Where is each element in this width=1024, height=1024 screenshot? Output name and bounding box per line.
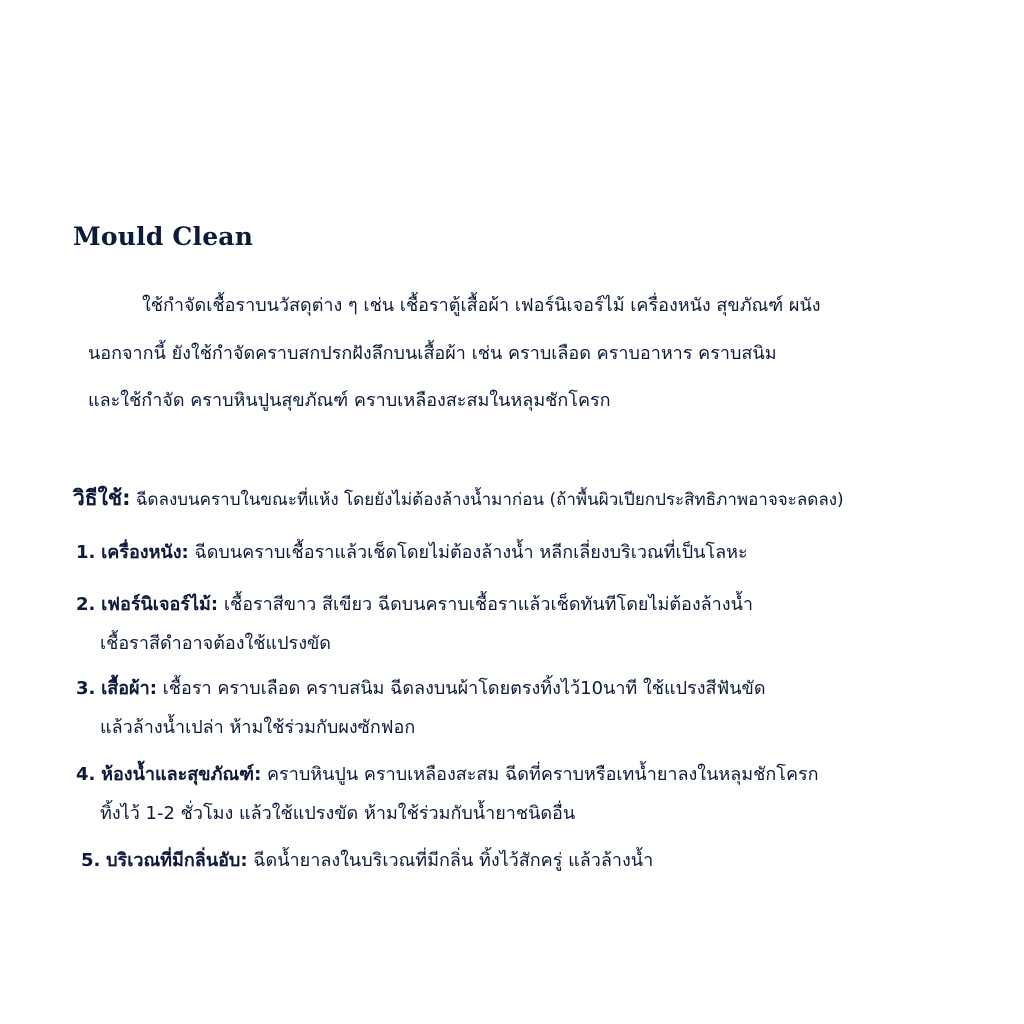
step-text-continued: เชื้อราสีดำอาจต้องใช้แปรงขัด: [100, 633, 331, 654]
usage-instructions: [73, 482, 844, 515]
product-title: Mould Clean: [73, 222, 254, 251]
step-number: 4.: [76, 764, 96, 785]
intro-line-2: นอกจากนี้ ยังใช้กำจัดคราบสกปรกฝังลึกบนเสื้อผ้า เช่น คราบเลือด คราบอาหาร คราบสนิม: [88, 343, 777, 364]
step-label: บริเวณที่มีกลิ่นอับ:: [106, 850, 248, 871]
step-text: เชื้อรา คราบเลือด คราบสนิม ฉีดลงบนผ้าโดยตรงทิ้งไว้10นาที ใช้แปรงสีฟันขัด: [162, 678, 766, 699]
step-number: 3.: [76, 678, 96, 699]
intro-line-3: และใช้กำจัด คราบหินปูนสุขภัณฑ์ คราบเหลืองสะสมในหลุมชักโครก: [88, 390, 611, 411]
step-number: 1.: [76, 542, 96, 563]
step-label: เครื่องหนัง:: [101, 542, 189, 563]
step-text: เชื้อราสีขาว สีเขียว ฉีดบนคราบเชื้อราแล้วเช็ดทันทีโดยไม่ต้องล้างน้ำ: [223, 594, 753, 615]
step-number: 2.: [76, 594, 96, 615]
step-text: ฉีดน้ำยาลงในบริเวณที่มีกลิ่น ทิ้งไว้สักครู่ แล้วล้างน้ำ: [253, 850, 654, 871]
step-text: ฉีดบนคราบเชื้อราแล้วเช็ดโดยไม่ต้องล้างน้ำ หลีกเลี่ยงบริเวณที่เป็นโลหะ: [194, 542, 748, 563]
step-item-3: [76, 673, 766, 741]
step-item-1: [76, 537, 748, 566]
step-number: 5.: [81, 850, 101, 871]
step-text: คราบหินปูน คราบเหลืองสะสม ฉีดที่คราบหรือเทน้ำยาลงในหลุมชักโครก: [267, 764, 819, 785]
step-label: ห้องน้ำและสุขภัณฑ์:: [101, 764, 262, 785]
step-text-continued: ทิ้งไว้ 1-2 ชั่วโมง แล้วใช้แปรงขัด ห้ามใช้ร่วมกับน้ำยาชนิดอื่น: [100, 803, 576, 824]
step-text-continued: แล้วล้างน้ำเปล่า ห้ามใช้ร่วมกับผงซักฟอก: [100, 717, 416, 738]
step-item-4: [76, 759, 819, 827]
usage-label: วิธีใช้:: [73, 486, 131, 510]
intro-line-1: ใช้กำจัดเชื้อราบนวัสดุต่าง ๆ เช่น เชื้อราตู้เสื้อผ้า เฟอร์นิเจอร์ไม้ เครื่องหนัง สุขภัณฑ์ ผนัง: [142, 295, 821, 316]
step-item-5: [81, 845, 653, 874]
step-label: เสื้อผ้า:: [101, 678, 157, 699]
step-label: เฟอร์นิเจอร์ไม้:: [101, 594, 219, 615]
step-item-2: [76, 589, 753, 657]
usage-text: ฉีดลงบนคราบในขณะที่แห้ง โดยยังไม่ต้องล้างน้ำมาก่อน (ถ้าพื้นผิวเปียกประสิทธิภาพอาจจะลดลง): [135, 490, 844, 510]
